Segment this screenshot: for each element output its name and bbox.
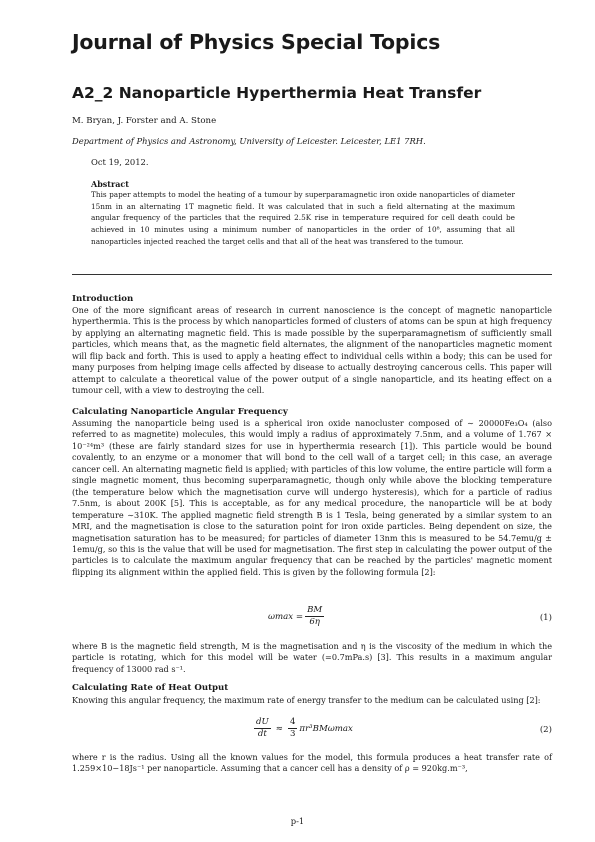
equation-2-lhs-denominator: dt <box>257 729 267 739</box>
publication-date: Oct 19, 2012. <box>91 157 149 167</box>
equation-1-numerator: BM <box>307 605 323 615</box>
authors: M. Bryan, J. Forster and A. Stone <box>72 116 217 126</box>
equation-2-number: (2) <box>539 725 552 735</box>
heat-output-heading: Calculating Rate of Heat Output <box>72 683 229 693</box>
heat-output-text: Knowing this angular frequency, the maximum rate of energy transfer to the medium can be calculated using [2]: <box>72 695 541 705</box>
introduction-text: One of the more significant areas of research in current nanoscience is the concept of magnetic nanoparticle hyperthermia. This is the process by which nanoparticles formed of clusters of atoms can be spun at high frequency by applying an alternating magnetic field. This is made possible by the superparamagnetism of sufficiently small particles, which means that, as the magnetic field alternates, the alignment of the nanoparticles magnetic moment will flip back and forth. This is used to apply a heating effect to individual cells within a body; this can be used for many purposes from helping image cells affected by disease to actually destroying cancerous cells. This paper will attempt to calculate a theoretical value of the power output of a single nanoparticle, and its heating effect on a tumour cell, with a view to destroying the cell. <box>72 305 552 396</box>
abstract-text: This paper attempts to model the heating of a tumour by superparamagnetic iron oxide nanoparticles of diameter 15nm in an alternating 1T magnetic field. It was calculated that in such a field alternating at the maximum angular frequency of the particles that the required 2.5K rise in temperature required for cell death could be achieved in 10 minutes using a minimum number of nanoparticles in the order of 10⁸, assuming that all nanoparticles injected reached the target cells and that all of the heat was transfered to the tumour. <box>91 190 515 246</box>
section-divider <box>72 274 552 275</box>
angular-frequency-text: Assuming the nanoparticle being used is a spherical iron oxide nanocluster composed of ∼ 20000Fe₃O₄ (also referred to as magnetite) molecules, this would imply a radius of approximately 7.5nm, and a volume of 1.767 × 10⁻²⁴m³ (these are fairly standard sizes for use in hyperthermia research [1]). This particle would be bound covalently, to an enzyme or a monomer that will bond to the cell wall of a target cell; in this case, an average cancer cell. An alternating magnetic field is applied; with particles of this low volume, the entire particle will form a single magnetic moment, thus becoming superparamagnetic, though only while above the blocking temperature (the temperature below which the magnetisation curve will undergo hysteresis), which for a particle of radius 7.5nm, is about 200K [5]. This is acceptable, as for any medical procedure, the nanoparticle will be at body temperature ∼310K. The applied magnetic field strength B is 1 Tesla, being generated by a similar system to an MRI, and the magnetisation is close to the saturation point for iron oxide particles. Being dependent on size, the magnetisation saturation has to be measured; for particles of diameter 13nm this is measured to be 54.7emu/g ± 1emu/g, so this is the value that will be used for magnetisation. The first step in calculating the power output of the particles is to calculate the maximum angular frequency that can be reached by the particles' magnetic moment flipping its alignment within the applied field. This is given by the following formula [2]: <box>72 418 552 577</box>
article-title: A2_2 Nanoparticle Hyperthermia Heat Transfer <box>72 84 482 102</box>
equation-2-approx: ≈ <box>275 723 283 734</box>
equation-1-fraction <box>305 605 324 628</box>
equation-2 <box>72 717 552 745</box>
equation-2-coef-numerator: 4 <box>289 717 296 727</box>
equation-2-rhs: πr³BMωmax <box>299 723 353 734</box>
equation-1-lhs: ωmax = <box>268 611 304 622</box>
angular-frequency-heading: Calculating Nanoparticle Angular Frequency <box>72 407 288 417</box>
equation-1 <box>72 605 552 633</box>
abstract-heading: Abstract <box>91 179 129 189</box>
angular-frequency-after-text: where B is the magnetic field strength, M is the magnetisation and η is the viscosity of the medium in which the particle is rotating, which for this model will be water (=0.7mPa.s) [3]. This results in a maximum angular frequency of 13000 rad s⁻¹. <box>72 641 552 674</box>
journal-title: Journal of Physics Special Topics <box>72 30 441 54</box>
heat-output-after-text: where r is the radius. Using all the known values for the model, this formula produces a heat transfer rate of 1.259×10−18Js⁻¹ per nanoparticle. Assuming that a cancer cell has a density of ρ = 920kg.m⁻³, <box>72 752 552 774</box>
introduction-heading: Introduction <box>72 294 134 304</box>
equation-1-denominator: 6η <box>309 617 320 627</box>
equation-1-number: (1) <box>539 613 552 623</box>
equation-2-coef-denominator: 3 <box>289 729 296 739</box>
equation-2-coefficient <box>288 717 297 740</box>
equation-2-lhs-numerator: dU <box>256 717 269 727</box>
page-number: p-1 <box>290 816 305 826</box>
equation-2-lhs-fraction <box>254 717 271 740</box>
affiliation: Department of Physics and Astronomy, University of Leicester. Leicester, LE1 7RH. <box>72 136 426 146</box>
